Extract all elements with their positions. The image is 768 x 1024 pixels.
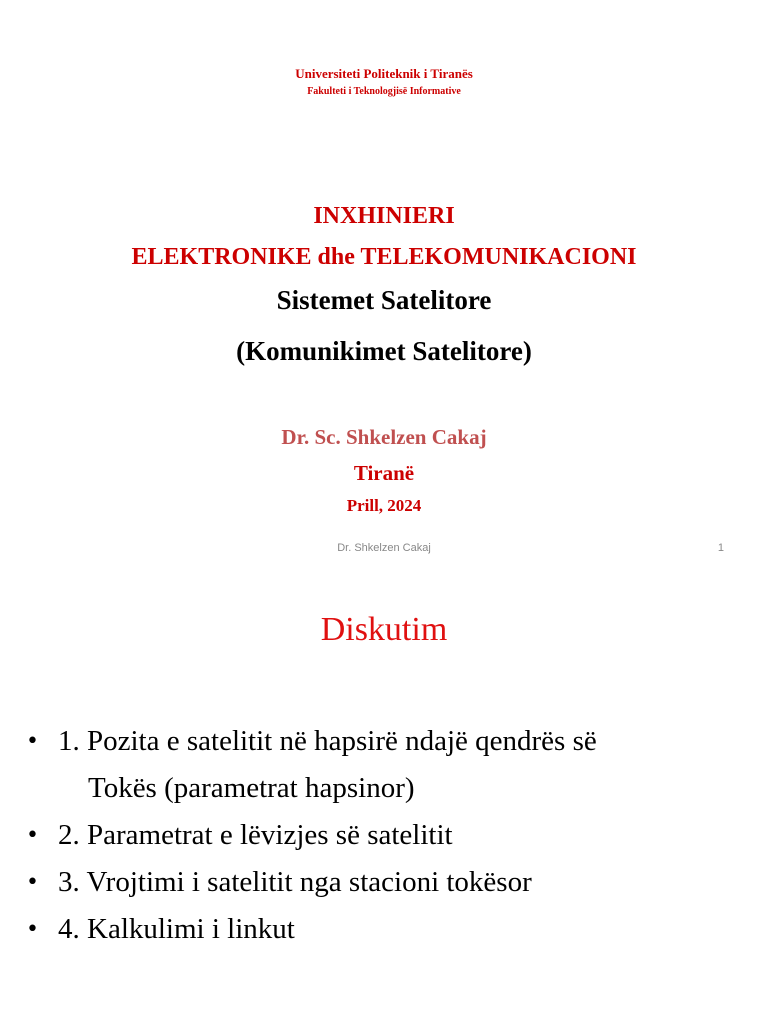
university-name: Universiteti Politeknik i Tiranës <box>295 66 473 81</box>
program-title-line2: ELEKTRONIKE dhe TELEKOMUNIKACIONI <box>131 244 637 270</box>
footer-author: Dr. Shkelzen Cakaj <box>337 542 431 554</box>
bullet-icon: • <box>26 729 39 754</box>
course-title: Sistemet Satelitore <box>276 285 492 315</box>
list-item <box>26 906 756 953</box>
bullet-icon: • <box>26 823 39 848</box>
bullet-icon: • <box>26 870 39 895</box>
faculty-name: Fakulteti i Teknologjisë Informative <box>307 86 461 97</box>
list-item-continuation: Tokës (parametrat hapsinor) <box>88 772 415 804</box>
list-item <box>26 859 756 906</box>
list-item-text: 4. Kalkulimi i linkut <box>58 913 295 945</box>
slide-title: Diskutim <box>320 611 448 648</box>
list-item-text: 1. Pozita e satelitit në hapsirë ndajë qendrës së <box>58 725 597 757</box>
page-number: 1 <box>717 542 724 554</box>
bullet-icon: • <box>26 917 39 942</box>
course-subtitle: (Komunikimet Satelitore) <box>236 336 532 366</box>
list-item <box>26 812 756 859</box>
program-title-line1: INXHINIERI <box>313 203 455 229</box>
list-item-text: 3. Vrojtimi i satelitit nga stacioni tokësor <box>58 866 532 898</box>
city-name: Tiranë <box>353 461 415 485</box>
agenda-list <box>26 718 756 953</box>
author-name: Dr. Sc. Shkelzen Cakaj <box>281 425 487 449</box>
agenda-slide <box>0 568 768 1024</box>
list-item <box>26 718 756 812</box>
presentation-date: Prill, 2024 <box>346 496 422 515</box>
list-item-text: 2. Parametrat e lëvizjes së satelitit <box>58 819 453 851</box>
